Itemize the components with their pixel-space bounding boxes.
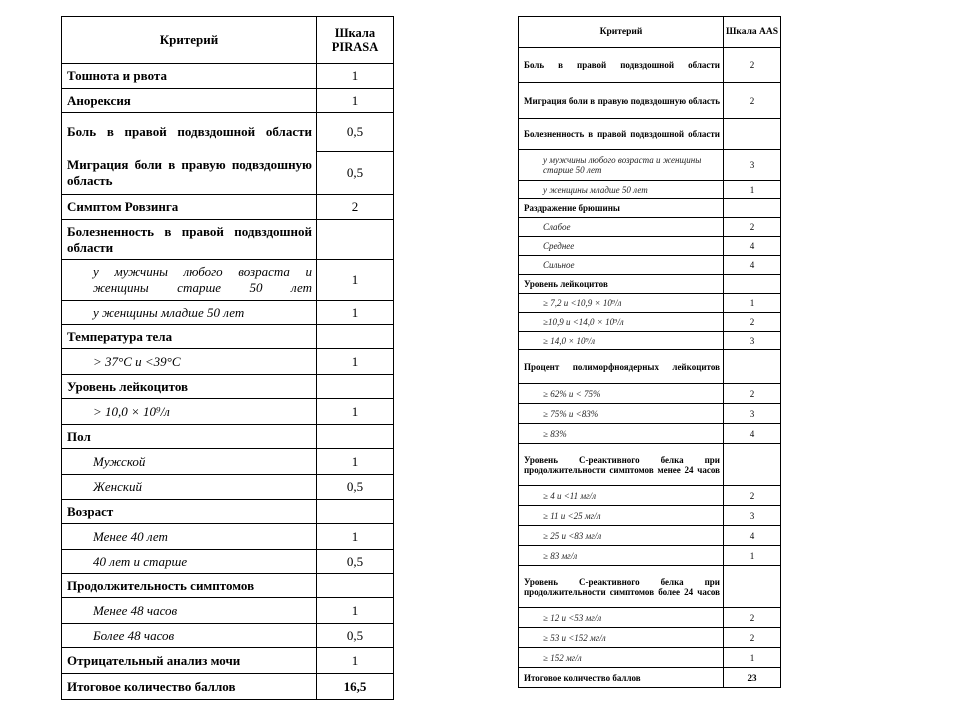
row-score: 1 bbox=[317, 349, 394, 375]
row-label: у женщины младше 50 лет bbox=[519, 181, 724, 199]
row-score: 1 bbox=[317, 449, 394, 475]
table-row bbox=[519, 256, 781, 275]
table-row bbox=[62, 349, 394, 375]
row-score: 3 bbox=[724, 150, 781, 181]
row-label: Боль в правой подвздошной области bbox=[62, 113, 317, 152]
row-label: ≥ 12 и <53 мг/л bbox=[519, 608, 724, 628]
total-row bbox=[519, 668, 781, 688]
row-score: 3 bbox=[724, 404, 781, 424]
row-label: ≥ 53 и <152 мг/л bbox=[519, 628, 724, 648]
row-label: Миграция боли в правую подвздошную область bbox=[519, 83, 724, 119]
row-label: Возраст bbox=[62, 500, 317, 524]
table-row bbox=[519, 332, 781, 350]
row-score: 1 bbox=[317, 524, 394, 550]
table-row bbox=[62, 648, 394, 674]
row-score: 0,5 bbox=[317, 113, 394, 152]
row-score: 0,5 bbox=[317, 152, 394, 195]
row-score: 2 bbox=[724, 83, 781, 119]
table-row bbox=[519, 275, 781, 294]
row-score: 2 bbox=[724, 313, 781, 332]
row-label: ≥ 25 и <83 мг/л bbox=[519, 526, 724, 546]
row-label: Менее 40 лет bbox=[62, 524, 317, 550]
table-row bbox=[62, 475, 394, 500]
table-row bbox=[62, 220, 394, 260]
table-row bbox=[62, 399, 394, 425]
table-row bbox=[519, 444, 781, 486]
row-label: ≥ 83% bbox=[519, 424, 724, 444]
row-label: Более 48 часов bbox=[62, 624, 317, 648]
row-label: Тошнота и рвота bbox=[62, 64, 317, 89]
row-label: ≥ 62% и < 75% bbox=[519, 384, 724, 404]
row-label: 40 лет и старше bbox=[62, 550, 317, 574]
table-row bbox=[62, 449, 394, 475]
table-row bbox=[62, 598, 394, 624]
row-score: 1 bbox=[317, 301, 394, 325]
row-label: > 37°C и <39°C bbox=[62, 349, 317, 375]
table-row bbox=[62, 152, 394, 195]
row-label: Мужской bbox=[62, 449, 317, 475]
criterion-header: Критерий bbox=[62, 17, 317, 64]
row-score bbox=[317, 574, 394, 598]
row-score: 2 bbox=[724, 628, 781, 648]
row-score: 4 bbox=[724, 237, 781, 256]
row-score: 0,5 bbox=[317, 475, 394, 500]
row-score: 0,5 bbox=[317, 550, 394, 574]
row-score: 1 bbox=[317, 64, 394, 89]
row-label: > 10,0 × 10⁹/л bbox=[62, 399, 317, 425]
row-label: ≥ 75% и <83% bbox=[519, 404, 724, 424]
row-label: Симптом Ровзинга bbox=[62, 195, 317, 220]
row-label: Болезненность в правой подвздошной области bbox=[519, 119, 724, 150]
table-row bbox=[519, 608, 781, 628]
total-score: 16,5 bbox=[317, 674, 394, 700]
row-label: Менее 48 часов bbox=[62, 598, 317, 624]
scale-header: Шкала AAS bbox=[724, 17, 781, 48]
row-score: 2 bbox=[724, 218, 781, 237]
row-score: 2 bbox=[724, 486, 781, 506]
table-row bbox=[519, 350, 781, 384]
table-row bbox=[62, 113, 394, 152]
row-label: ≥ 83 мг/л bbox=[519, 546, 724, 566]
table-row bbox=[519, 486, 781, 506]
table-row bbox=[519, 648, 781, 668]
row-score bbox=[317, 325, 394, 349]
table-row bbox=[62, 375, 394, 399]
row-score: 0,5 bbox=[317, 624, 394, 648]
row-label: Боль в правой подвздошной области bbox=[519, 48, 724, 83]
table-row bbox=[519, 424, 781, 444]
row-label: Среднее bbox=[519, 237, 724, 256]
row-score bbox=[724, 199, 781, 218]
table-row bbox=[519, 628, 781, 648]
total-label: Итоговое количество баллов bbox=[519, 668, 724, 688]
row-score bbox=[724, 119, 781, 150]
table-row bbox=[519, 404, 781, 424]
total-row bbox=[62, 674, 394, 700]
table-row bbox=[519, 119, 781, 150]
table-row bbox=[519, 566, 781, 608]
row-score: 3 bbox=[724, 506, 781, 526]
row-label: Температура тела bbox=[62, 325, 317, 349]
pirasa-table bbox=[61, 16, 394, 700]
row-label: ≥ 4 и <11 мг/л bbox=[519, 486, 724, 506]
table-row bbox=[519, 506, 781, 526]
row-score: 3 bbox=[724, 332, 781, 350]
row-score: 2 bbox=[724, 608, 781, 628]
row-label: Раздражение брюшины bbox=[519, 199, 724, 218]
row-label: Болезненность в правой подвздошной области bbox=[62, 220, 317, 260]
row-score bbox=[317, 425, 394, 449]
row-label: Уровень С-реактивного белка при продолжительности симптомов более 24 часов bbox=[519, 566, 724, 608]
row-score bbox=[724, 444, 781, 486]
table-row bbox=[519, 150, 781, 181]
scale-header: Шкала PIRASA bbox=[317, 17, 394, 64]
row-label: у женщины младше 50 лет bbox=[62, 301, 317, 325]
table-header bbox=[62, 17, 394, 64]
row-score: 2 bbox=[724, 384, 781, 404]
row-score bbox=[724, 566, 781, 608]
row-score: 1 bbox=[317, 648, 394, 674]
row-label: Уровень С-реактивного белка при продолжительности симптомов менее 24 часов bbox=[519, 444, 724, 486]
table-row bbox=[519, 313, 781, 332]
table-row bbox=[519, 181, 781, 199]
row-score: 1 bbox=[724, 181, 781, 199]
row-score: 1 bbox=[317, 260, 394, 301]
table-row bbox=[62, 550, 394, 574]
table-row bbox=[519, 199, 781, 218]
table-row bbox=[62, 64, 394, 89]
row-label: Пол bbox=[62, 425, 317, 449]
table-row bbox=[62, 195, 394, 220]
table-header bbox=[519, 17, 781, 48]
table-row bbox=[62, 301, 394, 325]
row-score: 1 bbox=[317, 399, 394, 425]
row-score: 4 bbox=[724, 526, 781, 546]
row-score bbox=[317, 375, 394, 399]
table-row bbox=[62, 624, 394, 648]
row-label: ≥ 7,2 и <10,9 × 10⁹/л bbox=[519, 294, 724, 313]
table-row bbox=[519, 294, 781, 313]
row-label: ≥ 152 мг/л bbox=[519, 648, 724, 668]
table-row bbox=[62, 425, 394, 449]
total-label: Итоговое количество баллов bbox=[62, 674, 317, 700]
row-label: Продолжительность симптомов bbox=[62, 574, 317, 598]
table-row bbox=[62, 574, 394, 598]
row-label: Процент полиморфноядерных лейкоцитов bbox=[519, 350, 724, 384]
row-label: Миграция боли в правую подвздошную область bbox=[62, 152, 317, 195]
row-label: Сильное bbox=[519, 256, 724, 275]
row-score: 1 bbox=[317, 89, 394, 113]
row-label: у мужчины любого возраста и женщины старше 50 лет bbox=[62, 260, 317, 301]
criterion-header: Критерий bbox=[519, 17, 724, 48]
table-row bbox=[519, 546, 781, 566]
table-row bbox=[62, 325, 394, 349]
table-row bbox=[62, 89, 394, 113]
row-label: ≥ 11 и <25 мг/л bbox=[519, 506, 724, 526]
row-score: 1 bbox=[317, 598, 394, 624]
table-row bbox=[519, 526, 781, 546]
row-score bbox=[317, 500, 394, 524]
table-row bbox=[519, 384, 781, 404]
row-score: 1 bbox=[724, 546, 781, 566]
row-score bbox=[724, 350, 781, 384]
row-score: 2 bbox=[724, 48, 781, 83]
row-label: ≥ 14,0 × 10⁹/л bbox=[519, 332, 724, 350]
table-row bbox=[519, 48, 781, 83]
table-row bbox=[62, 500, 394, 524]
row-score: 1 bbox=[724, 648, 781, 668]
table-row bbox=[519, 83, 781, 119]
row-label: Женский bbox=[62, 475, 317, 500]
row-score: 4 bbox=[724, 256, 781, 275]
row-label: Уровень лейкоцитов bbox=[519, 275, 724, 294]
row-label: у мужчины любого возраста и женщины старше 50 лет bbox=[519, 150, 724, 181]
total-score: 23 bbox=[724, 668, 781, 688]
row-label: Анорексия bbox=[62, 89, 317, 113]
row-score bbox=[724, 275, 781, 294]
row-score: 1 bbox=[724, 294, 781, 313]
table-row bbox=[62, 260, 394, 301]
row-label: Слабое bbox=[519, 218, 724, 237]
row-label: ≥10,9 и <14,0 × 10⁹/л bbox=[519, 313, 724, 332]
table-row bbox=[519, 237, 781, 256]
row-label: Отрицательный анализ мочи bbox=[62, 648, 317, 674]
table-row bbox=[519, 218, 781, 237]
aas-table bbox=[518, 16, 781, 688]
table-row bbox=[62, 524, 394, 550]
row-label: Уровень лейкоцитов bbox=[62, 375, 317, 399]
row-score: 2 bbox=[317, 195, 394, 220]
row-score: 4 bbox=[724, 424, 781, 444]
row-score bbox=[317, 220, 394, 260]
